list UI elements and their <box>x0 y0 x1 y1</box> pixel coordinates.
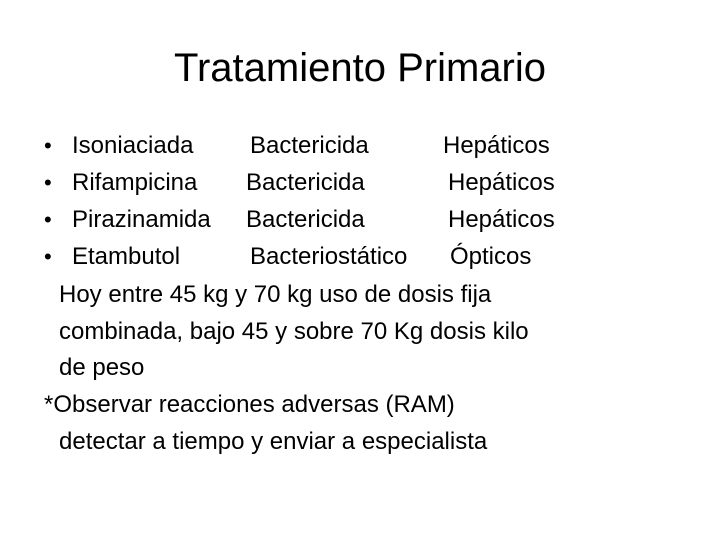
bullet: • <box>44 244 52 269</box>
bullet: • <box>44 170 52 195</box>
bullet: • <box>44 207 52 232</box>
observe-note-line: *Observar reacciones adversas (RAM) <box>44 391 455 418</box>
slide-title: Tratamiento Primario <box>174 46 546 90</box>
drug-name: Etambutol <box>72 243 181 270</box>
dosing-note-line: Hoy entre 45 kg y 70 kg uso de dosis fija <box>59 281 492 308</box>
drug-effect: Ópticos <box>450 243 532 270</box>
dosing-note-line: de peso <box>59 354 145 381</box>
observe-note-line: detectar a tiempo y enviar a especialista <box>59 428 488 455</box>
dosing-note-line: combinada, bajo 45 y sobre 70 Kg dosis kilo <box>59 318 529 345</box>
drug-action: Bactericida <box>246 206 365 233</box>
drug-action: Bactericida <box>250 132 369 159</box>
bullet: • <box>44 133 52 158</box>
drug-action: Bactericida <box>246 169 365 196</box>
drug-name: Pirazinamida <box>72 206 211 233</box>
drug-effect: Hepáticos <box>448 169 555 196</box>
drug-action: Bacteriostático <box>250 243 408 270</box>
drug-effect: Hepáticos <box>448 206 555 233</box>
drug-name: Rifampicina <box>72 169 198 196</box>
drug-effect: Hepáticos <box>443 132 550 159</box>
drug-name: Isoniaciada <box>72 132 194 159</box>
